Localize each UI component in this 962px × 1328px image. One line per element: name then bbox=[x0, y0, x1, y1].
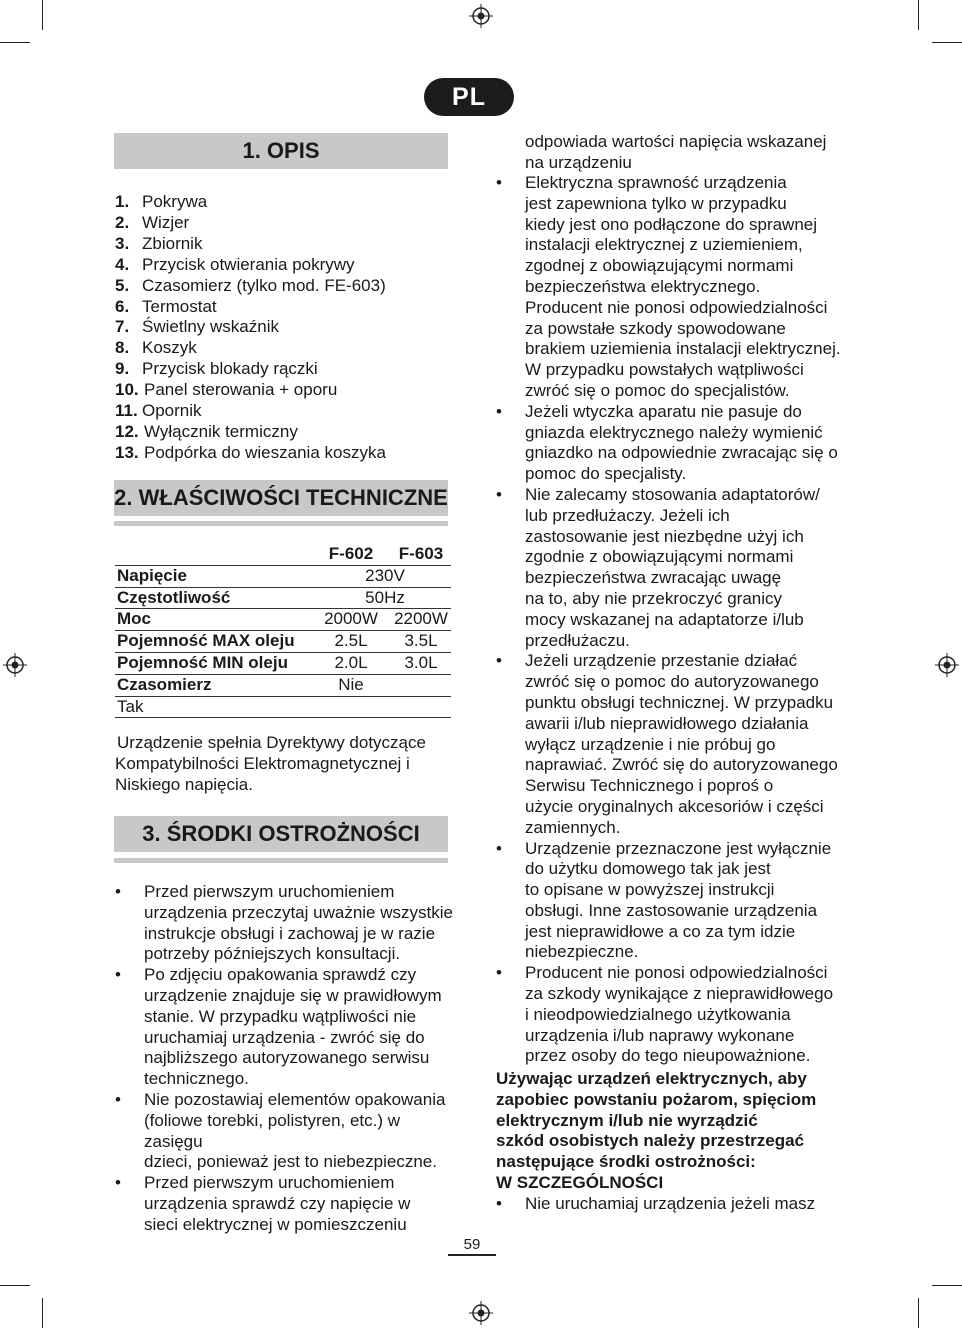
table-row: Czasomierz Nie bbox=[117, 674, 364, 694]
list-item: 4. Przycisk otwierania pokrywy bbox=[115, 254, 355, 274]
crop-mark bbox=[0, 42, 30, 43]
compliance-text: Urządzenie spełnia Dyrektywy dotyczące Kompatybilności Elektromagnetycznej i Niskiego napięcia. bbox=[115, 733, 426, 794]
list-item: • Przed pierwszym uruchomieniem urządzenia przeczytaj uważnie wszystkie instrukcje obsługi i zachowaj je w razie potrzeby późniejszych konsultacji. bbox=[115, 882, 455, 965]
list-item: 13. Podpórka do wieszania koszyka bbox=[115, 442, 386, 462]
list-item: 9. Przycisk blokady rączki bbox=[115, 359, 318, 379]
list-item: 1. Pokrywa bbox=[115, 192, 208, 211]
table-row: Tak bbox=[115, 696, 451, 719]
table-row: Pojemność MAX oleju 2.5L 3.5L bbox=[115, 631, 451, 653]
crop-mark bbox=[932, 1285, 962, 1286]
list-item: • Nie uruchamiaj urządzenia jeżeli masz bbox=[496, 1194, 846, 1215]
section-divider bbox=[114, 521, 448, 526]
list-item: 3. Zbiornik bbox=[115, 233, 203, 253]
crop-mark bbox=[42, 1298, 43, 1328]
list-item: 5. Czasomierz (tylko mod. FE-603) bbox=[115, 275, 386, 295]
list-item: 11. Opornik bbox=[115, 401, 202, 421]
registration-mark-icon bbox=[935, 653, 959, 677]
list-item: • Jeżeli urządzenie przestanie działać zwróć się o pomoc do autoryzowanego punktu obsługi technicznej. W przypadku awarii i/lub nieprawidłowego działania wyłącz urządzenie i nie próbuj go naprawiać. Zwróć się do autoryzowanego Serwisu Technicznego i poproś o użycie oryginalnych akcesoriów i części zamiennych. bbox=[496, 651, 846, 838]
crop-mark bbox=[42, 0, 43, 30]
list-item: 6. Termostat bbox=[115, 296, 217, 316]
section-header-safety: 3. ŚRODKI OSTROŻNOŚCI bbox=[114, 816, 448, 852]
spec-header-row bbox=[115, 544, 451, 565]
list-item: • Jeżeli wtyczka aparatu nie pasuje do gniazda elektrycznego należy wymienić gniazdko na odpowiednie zwracając się o pomoc do specjalisty. bbox=[496, 402, 846, 485]
language-badge: PL bbox=[424, 78, 514, 116]
page-number: 59 bbox=[463, 1236, 481, 1253]
table-row: Pojemność MIN oleju 2.0L 3.0L bbox=[115, 653, 451, 675]
safety-list-right bbox=[496, 173, 846, 1067]
registration-mark-icon bbox=[469, 1301, 493, 1325]
continuation-text: odpowiada wartości napięcia wskazanej na urządzeniu bbox=[525, 132, 827, 172]
list-item: • Nie pozostawiaj elementów opakowania (foliowe torebki, polistyren, etc.) w zasięgu dzieci, ponieważ jest to niebezpieczne. bbox=[115, 1090, 455, 1173]
section-header-opis: 1. OPIS bbox=[114, 133, 448, 169]
table-row: Częstotliwość 50Hz bbox=[115, 588, 451, 610]
list-item: • Producent nie ponosi odpowiedzialności za szkody wynikające z nieprawidłowego i nieodpowiedzialnego użytkowania urządzenia i/lub naprawy wykonane przez osoby do tego nieupoważnione. bbox=[496, 963, 846, 1067]
crop-mark bbox=[918, 0, 919, 30]
section-divider bbox=[114, 858, 448, 863]
spec-table bbox=[115, 544, 451, 718]
in-particular-heading: W SZCZEGÓLNOŚCI bbox=[496, 1173, 664, 1192]
col-f603: F-603 bbox=[398, 544, 444, 563]
parts-list bbox=[115, 192, 455, 464]
section-header-tech: 2. WŁAŚCIWOŚCI TECHNICZNE bbox=[114, 480, 448, 516]
table-row: Napięcie 230V bbox=[115, 565, 451, 588]
list-item: • Elektryczna sprawność urządzenia jest zapewniona tylko w przypadku kiedy jest ono podłączone do sprawnej instalacji elektrycznej z uziemieniem, zgodnej z obowiązującymi normami bezpieczeństwa elektrycznego. Producent nie ponosi odpowiedzialności za powstałe szkody spowodowane brakiem uziemienia instalacji elektrycznej. W przypadku powstałych wątpliwości zwróć się o pomoc do specjalistów. bbox=[496, 173, 846, 402]
list-item: • Urządzenie przeznaczone jest wyłącznie do użytku domowego tak jak jest to opisane w powyższej instrukcji obsługi. Inne zastosowanie urządzenia jest nieprawidłowe a co za tym idzie niebezpieczne. bbox=[496, 839, 846, 964]
list-item: • Nie zalecamy stosowania adaptatorów/ lub przedłużaczy. Jeżeli ich zastosowanie jest niezbędne użyj ich zgodnie z obowiązującymi normami bezpieczeństwa zwracając uwagę na to, aby nie przekroczyć granicy mocy wskazanej na adaptatorze i/lub przedłużaczu. bbox=[496, 485, 846, 651]
page-number-underline bbox=[448, 1254, 496, 1256]
crop-mark bbox=[0, 1285, 30, 1286]
col-f602: F-602 bbox=[328, 544, 374, 563]
warning-text: Używając urządzeń elektrycznych, aby zapobiec powstaniu pożarom, spięciom elektrycznym i/lub nie wyrządzić szkód osobistych należy przestrzegać następujące środki ostrożności: bbox=[496, 1069, 817, 1172]
list-item: • Po zdjęciu opakowania sprawdź czy urządzenie znajduje się w prawidłowym stanie. W przypadku wątpliwości nie uruchamiaj urządzenia - zwróć się do najbliższego autoryzowanego serwisu technicznego. bbox=[115, 965, 455, 1090]
list-item: 12. Wyłącznik termiczny bbox=[115, 421, 298, 441]
list-item: 7. Świetlny wskaźnik bbox=[115, 317, 279, 337]
registration-mark-icon bbox=[469, 4, 493, 28]
registration-mark-icon bbox=[3, 653, 27, 677]
list-item: 2. Wizjer bbox=[115, 212, 190, 232]
list-item: 8. Koszyk bbox=[115, 338, 197, 358]
final-list bbox=[496, 1194, 846, 1215]
list-item: • Przed pierwszym uruchomieniem urządzenia sprawdź czy napięcie w sieci elektrycznej w pomieszczeniu bbox=[115, 1173, 455, 1235]
table-row: Moc 2000W 2200W bbox=[115, 609, 451, 631]
crop-mark bbox=[932, 42, 962, 43]
crop-mark bbox=[918, 1298, 919, 1328]
list-item: 10. Panel sterowania + oporu bbox=[115, 380, 338, 400]
safety-list-left bbox=[115, 882, 455, 1236]
